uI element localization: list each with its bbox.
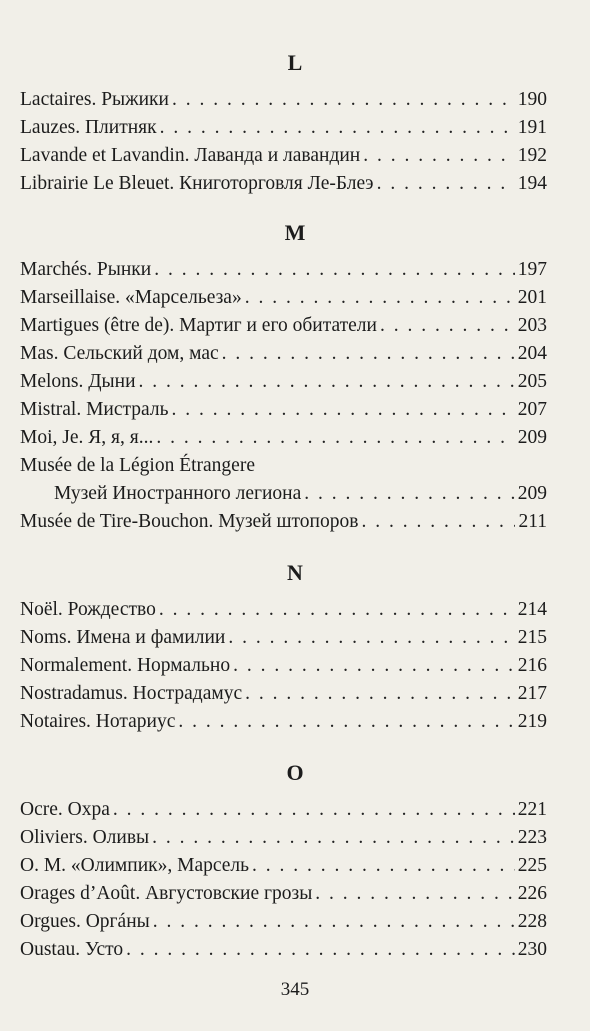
entry-title: Marseillaise. «Марсельеза» — [20, 287, 242, 308]
entry-title: Moi, Je. Я, я, я... — [20, 427, 154, 448]
leader-dots — [361, 508, 515, 536]
leader-dots — [315, 880, 514, 908]
toc-entry — [20, 936, 547, 964]
leader-dots — [160, 114, 515, 142]
section-letter-o: O — [286, 760, 304, 785]
entry-title: Musée de Tire-Bouchon. Музей штопоров — [20, 511, 359, 532]
leader-dots — [245, 284, 515, 312]
toc-entry — [20, 340, 547, 368]
entry-title: Mas. Сельский дом, мас — [20, 343, 219, 364]
entry-title: Oliviers. Оливы — [20, 827, 150, 848]
entry-title: Orgues. Оргáны — [20, 911, 150, 932]
leader-dots — [152, 824, 515, 852]
leader-dots — [153, 908, 515, 936]
entry-title: Melons. Дыни — [20, 371, 136, 392]
toc-entry — [54, 480, 547, 508]
entry-page: 219 — [517, 711, 547, 732]
page-number: 345 — [280, 979, 310, 1000]
toc-entry — [20, 824, 547, 852]
entry-page: 221 — [517, 799, 547, 820]
entry-title: Marchés. Рынки — [20, 259, 152, 280]
entry-page: 190 — [517, 89, 547, 110]
entry-title: Nostradamus. Нострадамус — [20, 683, 243, 704]
leader-dots — [228, 624, 514, 652]
section-letter-l: L — [287, 50, 303, 75]
toc-entry — [20, 86, 547, 114]
toc-entry — [20, 624, 547, 652]
entry-title: Lavande et Lavandin. Лаванда и лавандин — [20, 145, 361, 166]
entry-title: Notaires. Нотариус — [20, 711, 176, 732]
entry-page: 217 — [517, 683, 547, 704]
entry-title: Martigues (être de). Мартиг и его обитатели — [20, 315, 377, 336]
toc-entry — [20, 114, 547, 142]
entry-page: 192 — [517, 145, 547, 166]
entry-page: 225 — [517, 855, 547, 876]
leader-dots — [245, 680, 515, 708]
entry-page: 230 — [517, 939, 547, 960]
entry-title: Noël. Рождество — [20, 599, 156, 620]
leader-dots — [126, 936, 515, 964]
leader-dots — [304, 480, 514, 508]
entry-page: 209 — [517, 427, 547, 448]
toc-entry — [20, 880, 547, 908]
entry-page: 197 — [517, 259, 547, 280]
entry-title: Музей Иностранного легиона — [54, 483, 302, 504]
leader-dots — [252, 852, 515, 880]
entry-page: 207 — [517, 399, 547, 420]
leader-dots — [154, 256, 515, 284]
section-letter-m: M — [284, 220, 306, 245]
toc-entry — [20, 852, 547, 880]
leader-dots — [377, 170, 515, 198]
toc-entry — [20, 396, 547, 424]
toc-entry — [20, 796, 547, 824]
toc-entry — [20, 312, 547, 340]
entry-title: Orages d’Août. Августовские грозы — [20, 883, 313, 904]
leader-dots — [380, 312, 515, 340]
entry-title: Normalement. Нормально — [20, 655, 231, 676]
toc-entry — [20, 708, 547, 736]
leader-dots — [172, 86, 515, 114]
toc-entry — [20, 284, 547, 312]
leader-dots — [156, 424, 514, 452]
entry-title: Librairie Le Bleuet. Книготорговля Ле-Блеэ — [20, 173, 374, 194]
entry-page: 223 — [517, 827, 547, 848]
section-letter-n: N — [287, 560, 303, 585]
entry-title: Mistral. Мистраль — [20, 399, 169, 420]
entry-page: 226 — [517, 883, 547, 904]
entry-page: 204 — [517, 343, 547, 364]
entry-page: 216 — [517, 655, 547, 676]
entry-title-line: Musée de la Légion Étrangere — [20, 455, 255, 476]
entry-title: Lauzes. Плитняк — [20, 117, 157, 138]
leader-dots — [113, 796, 515, 824]
entry-title: Oustau. Усто — [20, 939, 124, 960]
entry-page: 228 — [517, 911, 547, 932]
toc-entry — [20, 908, 547, 936]
leader-dots — [139, 368, 515, 396]
leader-dots — [178, 708, 514, 736]
leader-dots — [222, 340, 515, 368]
toc-entry — [20, 170, 547, 198]
toc-entry — [20, 508, 547, 536]
leader-dots — [159, 596, 515, 624]
entry-page: 211 — [518, 511, 547, 532]
toc-entry — [20, 368, 547, 396]
entry-page: 201 — [517, 287, 547, 308]
toc-entry — [20, 142, 547, 170]
entry-page: 194 — [517, 173, 547, 194]
entry-title: O. M. «Олимпик», Марсель — [20, 855, 250, 876]
leader-dots — [363, 142, 515, 170]
entry-page: 215 — [517, 627, 547, 648]
entry-title: Ocre. Охра — [20, 799, 110, 820]
toc-entry — [20, 256, 547, 284]
leader-dots — [171, 396, 514, 424]
entry-page: 214 — [517, 599, 547, 620]
entry-title: Lactaires. Рыжики — [20, 89, 169, 110]
toc-entry — [20, 652, 547, 680]
toc-entry — [20, 596, 547, 624]
toc-entry — [20, 680, 547, 708]
entry-page: 209 — [517, 483, 547, 504]
toc-entry — [20, 424, 547, 452]
leader-dots — [233, 652, 515, 680]
entry-title: Noms. Имена и фамилии — [20, 627, 226, 648]
entry-page: 191 — [517, 117, 547, 138]
entry-page: 205 — [517, 371, 547, 392]
entry-page: 203 — [517, 315, 547, 336]
